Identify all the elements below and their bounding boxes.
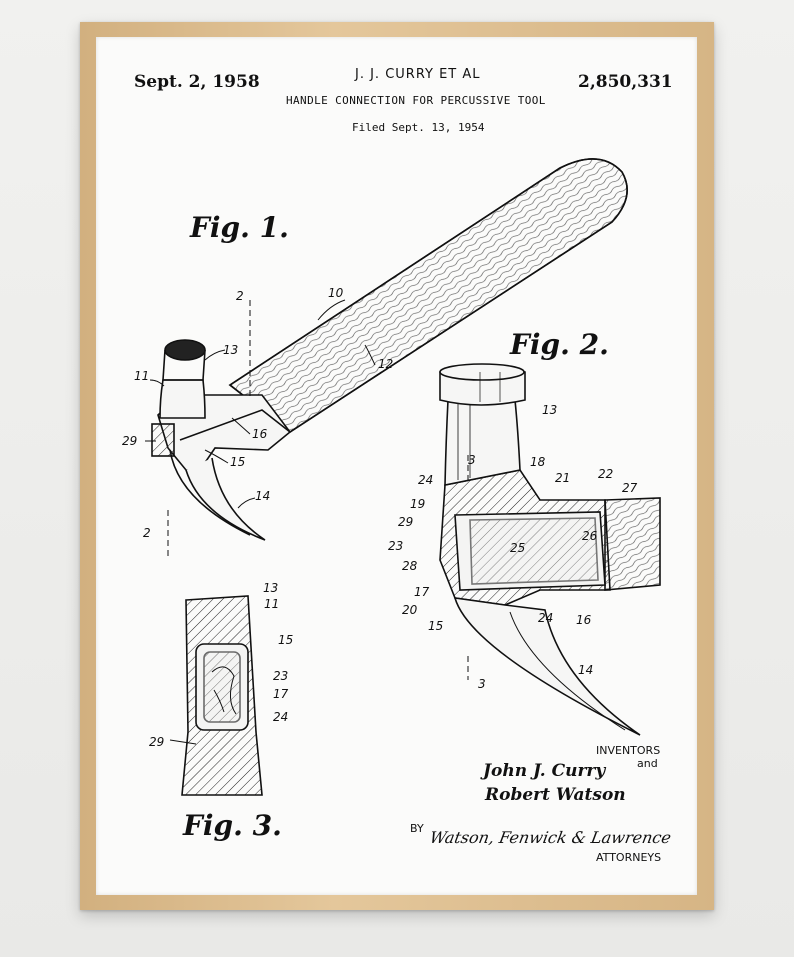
- ref-label: 22: [598, 467, 614, 481]
- ref-label: 13: [263, 581, 279, 595]
- ref-label: 20: [402, 603, 418, 617]
- patent-title: HANDLE CONNECTION FOR PERCUSSIVE TOOL: [286, 94, 546, 107]
- ref-label: 17: [273, 687, 289, 701]
- ref-label: 24: [418, 473, 434, 487]
- inventor-signature-2: Robert Watson: [485, 785, 626, 805]
- ref-label: 12: [378, 357, 394, 371]
- ref-label: 14: [255, 489, 271, 503]
- ref-label: 17: [414, 585, 430, 599]
- by-label: BY: [410, 822, 424, 835]
- ref-label: 10: [328, 286, 344, 300]
- fig-1-label: Fig. 1.: [190, 211, 289, 244]
- ref-label: 29: [149, 735, 165, 749]
- attorneys-signature: Watson, Fenwick & Lawrence: [428, 828, 673, 847]
- ref-label: 27: [622, 481, 638, 495]
- ref-label: 23: [388, 539, 404, 553]
- inventors-label: INVENTORS: [596, 744, 661, 757]
- patent-inventor-header: J. J. CURRY ET AL: [355, 67, 481, 82]
- fig-2-label: Fig. 2.: [510, 328, 609, 361]
- ref-label: 14: [578, 663, 594, 677]
- ref-label: 13: [542, 403, 558, 417]
- attorneys-label: ATTORNEYS: [596, 851, 662, 864]
- ref-label: 11: [134, 369, 150, 383]
- patent-filed-date: Filed Sept. 13, 1954: [352, 121, 485, 134]
- ref-label: 29: [398, 515, 414, 529]
- ref-label: 24: [538, 611, 554, 625]
- ref-label: 19: [410, 497, 426, 511]
- fig-3-drawing: [170, 596, 262, 795]
- ref-label: 3: [478, 677, 486, 691]
- ref-label: 23: [273, 669, 289, 683]
- ref-label: 24: [273, 710, 289, 724]
- ref-label: 15: [428, 619, 444, 633]
- ref-label: 11: [264, 597, 280, 611]
- ref-label: 28: [402, 559, 418, 573]
- and-label: and: [637, 757, 658, 770]
- patent-date: Sept. 2, 1958: [134, 72, 260, 92]
- ref-label: 16: [252, 427, 268, 441]
- inventor-signature-1: John J. Curry: [483, 761, 606, 781]
- ref-label: 13: [223, 343, 239, 357]
- fig-3-label: Fig. 3.: [183, 809, 282, 842]
- ref-label: 26: [582, 529, 598, 543]
- fig-2-drawing: [440, 364, 660, 735]
- ref-label: 2: [143, 526, 151, 540]
- ref-label: 29: [122, 434, 138, 448]
- ref-label: 15: [230, 455, 246, 469]
- patent-number: 2,850,331: [578, 72, 673, 92]
- ref-label: 16: [576, 613, 592, 627]
- ref-label: 15: [278, 633, 294, 647]
- ref-label: 3: [468, 453, 476, 467]
- ref-label: 21: [555, 471, 571, 485]
- ref-label: 25: [510, 541, 526, 555]
- ref-label: 2: [236, 289, 244, 303]
- ref-label: 18: [530, 455, 546, 469]
